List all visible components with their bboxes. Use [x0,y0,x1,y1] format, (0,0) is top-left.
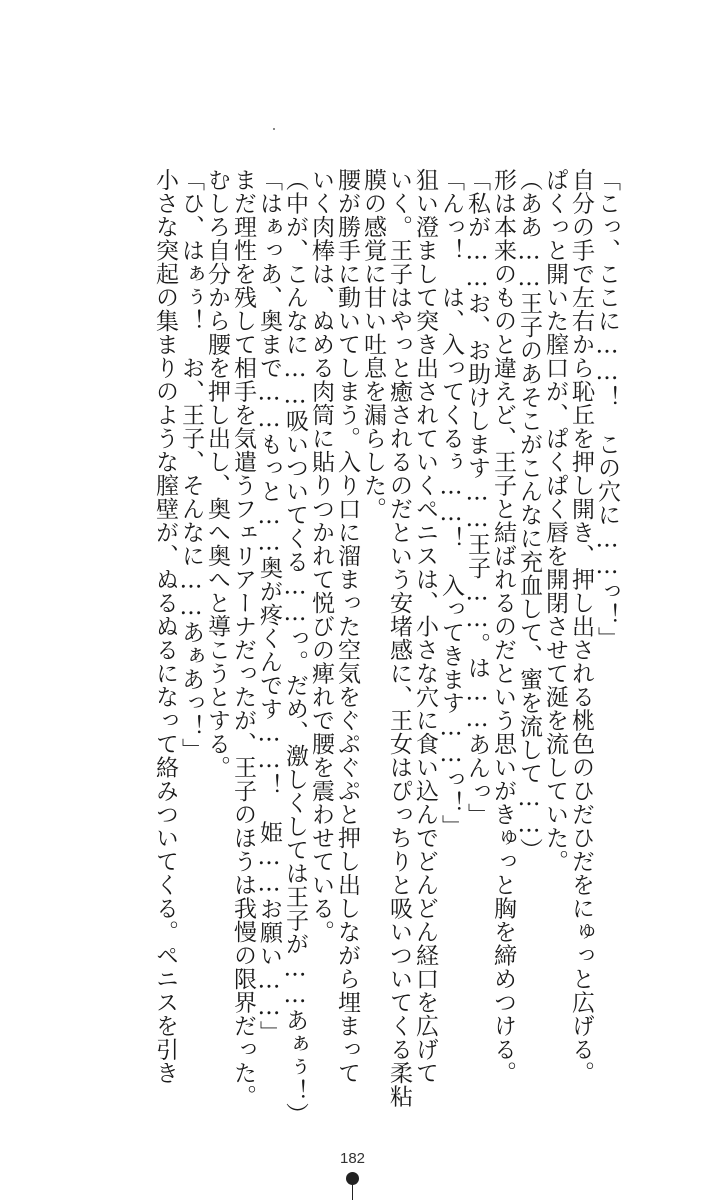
text-line: 腰が勝手に動いてしまう。入り口に溜まった空気をぐぷぐぷと押し出しながら埋まって [334,168,360,1085]
text-line: いく肉棒は、ぬめる肉筒に貼りつかれて悦びの痺れで腰を震わせている。 [308,168,334,944]
text-line: ぱくっと開いた膣口が、ぱくぱく唇を開閉させて涎を流していた。 [542,168,568,873]
text-line: 「私が……お、お助けします……王子……。は……あんっ」 [464,168,490,827]
text-line: 「ひ、はぁぅ！ お、王子、そんなに……あぁあっ！」 [178,168,204,762]
text-line: （ああ……王子のあそこがこんなに充血して、蜜を流して……） [516,168,542,862]
text-line: 小さな突起の集まりのような膣壁が、ぬるぬるになって絡みついてくる。ペニスを引き [152,168,178,1085]
page-number: 182 [339,1150,366,1167]
stray-dot [273,128,275,130]
folio-stem [352,1184,353,1200]
text-line: 狙い澄まして突き出されていくペニスは、小さな穴に食い込んでどんどん経口を広げて [412,168,438,1085]
text-line: いく。王子はやっと癒されるのだという安堵感に、王女はぴっちりと吸いついてくる柔粘 [386,168,412,1108]
text-line: まだ理性を残して相手を気遣うフェリアーナだったが、王子のほうは我慢の限界だった。 [230,168,256,1108]
text-line: 「んっ！ は、入ってくるぅ……！ 入ってきます……っ！」 [438,168,464,838]
text-line: 「こっ、ここに……！ この穴に……っ！」 [594,168,620,650]
text-line: 「はぁっあ、奥まで……もっと……奥が疼くんです……！ 姫……お願い……」 [256,168,282,1044]
text-line: 膜の感覚に甘い吐息を漏らした。 [360,168,386,521]
folio-marker-icon [346,1172,359,1200]
text-line: 形は本来のものと違えど、王子と結ばれるのだという思いがきゅっと胸を締めつける。 [490,168,516,1085]
vertical-body-text [100,168,620,1126]
text-line: むしろ自分から腰を押し出し、奥へ奥へと導こうとする。 [204,168,230,779]
text-line: 自分の手で左右から恥丘を押し開き、押し出される桃色のひだひだをにゅっと広げる。 [568,168,594,1085]
text-line: （中が、こんなに……吸いついてくる……っ。だめ、激しくしては王子が……あぁぅ！） [282,168,308,1126]
